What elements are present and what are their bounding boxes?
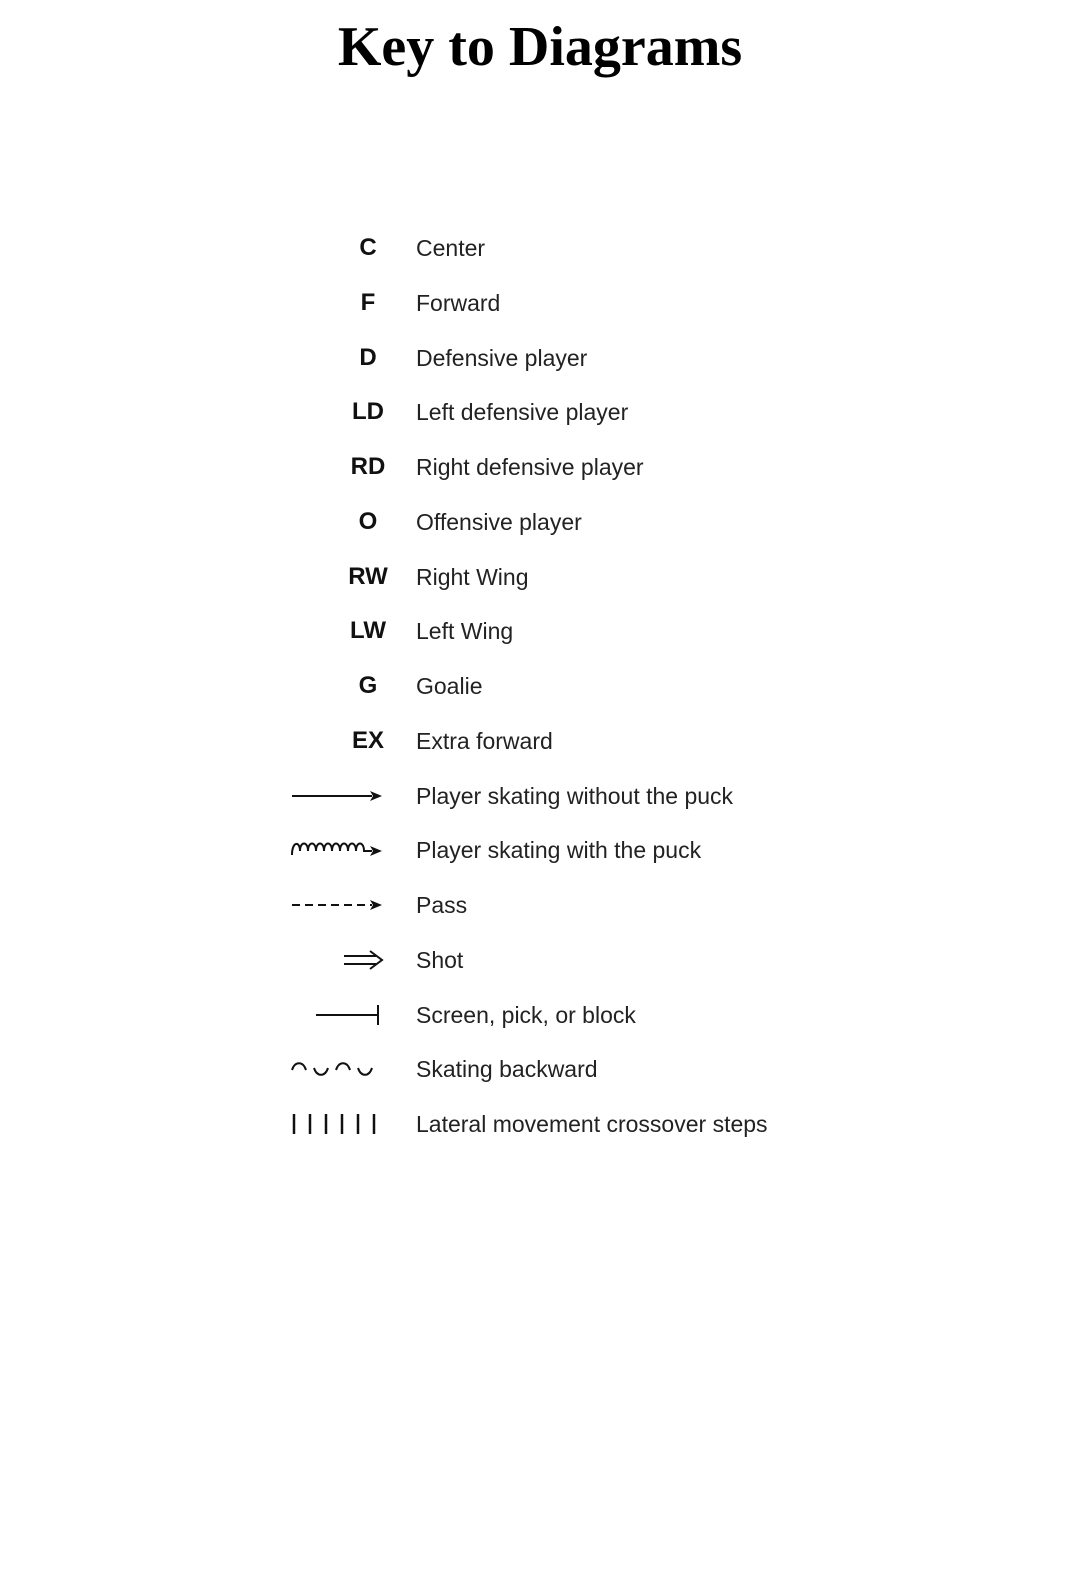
vertical-ticks-icon	[285, 1097, 387, 1151]
legend-symbol-f: F	[360, 288, 376, 316]
legend-row-center	[0, 221, 1080, 276]
legend-symbol-ld: LD	[352, 398, 384, 426]
legend-label-defensive-player: Defensive player	[416, 344, 588, 371]
legend-row-skating-without-puck	[0, 769, 1080, 824]
legend-label-left-defensive-player: Left defensive player	[416, 399, 629, 426]
legend-symbol-rw: RW	[348, 562, 388, 590]
legend-row-shot	[0, 933, 1080, 988]
legend-row-lateral-crossover	[0, 1097, 1080, 1152]
legend-row-left-defensive-player	[0, 385, 1080, 440]
backward-wave-icon	[285, 1042, 387, 1096]
t-bar-icon	[285, 988, 387, 1042]
legend-label-offensive-player: Offensive player	[416, 508, 582, 535]
solid-arrow-icon	[285, 769, 387, 823]
legend-label-right-defensive-player: Right defensive player	[416, 454, 644, 480]
legend-symbol-g: G	[358, 672, 378, 699]
legend-row-goalie	[0, 659, 1080, 714]
legend-symbol-rd: RD	[350, 453, 386, 480]
legend-row-extra-forward	[0, 714, 1080, 769]
legend-row-right-defensive-player	[0, 440, 1080, 495]
legend-row-skating-backward	[0, 1042, 1080, 1097]
legend-row-left-wing	[0, 604, 1080, 659]
legend-label-lateral-crossover: Lateral movement crossover steps	[416, 1111, 768, 1137]
legend-label-skating-without-puck: Player skating without the puck	[416, 782, 734, 809]
legend-symbol-lw: LW	[350, 617, 386, 645]
legend-symbol-ex: EX	[351, 726, 384, 754]
legend-label-skating-with-puck: Player skating with the puck	[416, 837, 702, 864]
legend-row-forward	[0, 276, 1080, 331]
legend-row-right-wing	[0, 550, 1080, 605]
wavy-arrow-icon	[285, 823, 387, 877]
dashed-arrow-icon	[285, 878, 387, 932]
legend-row-screen-pick-block	[0, 988, 1080, 1043]
legend-symbol-o: O	[358, 507, 378, 535]
legend-label-forward: Forward	[416, 289, 501, 316]
legend-label-screen-pick-block: Screen, pick, or block	[416, 1001, 636, 1028]
legend-symbol-c: C	[359, 234, 377, 261]
legend-row-skating-with-puck	[0, 823, 1080, 878]
legend-label-skating-backward: Skating backward	[416, 1056, 598, 1083]
double-arrow-icon	[285, 933, 387, 987]
legend-symbol-d: D	[359, 343, 377, 371]
legend-label-pass: Pass	[416, 892, 468, 918]
legend-label-center: Center	[416, 235, 486, 261]
legend-row-defensive-player	[0, 331, 1080, 386]
legend-label-goalie: Goalie	[416, 673, 483, 699]
legend-label-extra-forward: Extra forward	[416, 727, 553, 754]
legend-label-left-wing: Left Wing	[416, 618, 514, 645]
legend-label-right-wing: Right Wing	[416, 563, 529, 590]
page-title: Key to Diagrams	[337, 16, 743, 78]
legend-list	[0, 221, 1080, 1152]
legend-row-offensive-player	[0, 495, 1080, 550]
legend-label-shot: Shot	[416, 946, 464, 973]
legend-row-pass	[0, 878, 1080, 933]
